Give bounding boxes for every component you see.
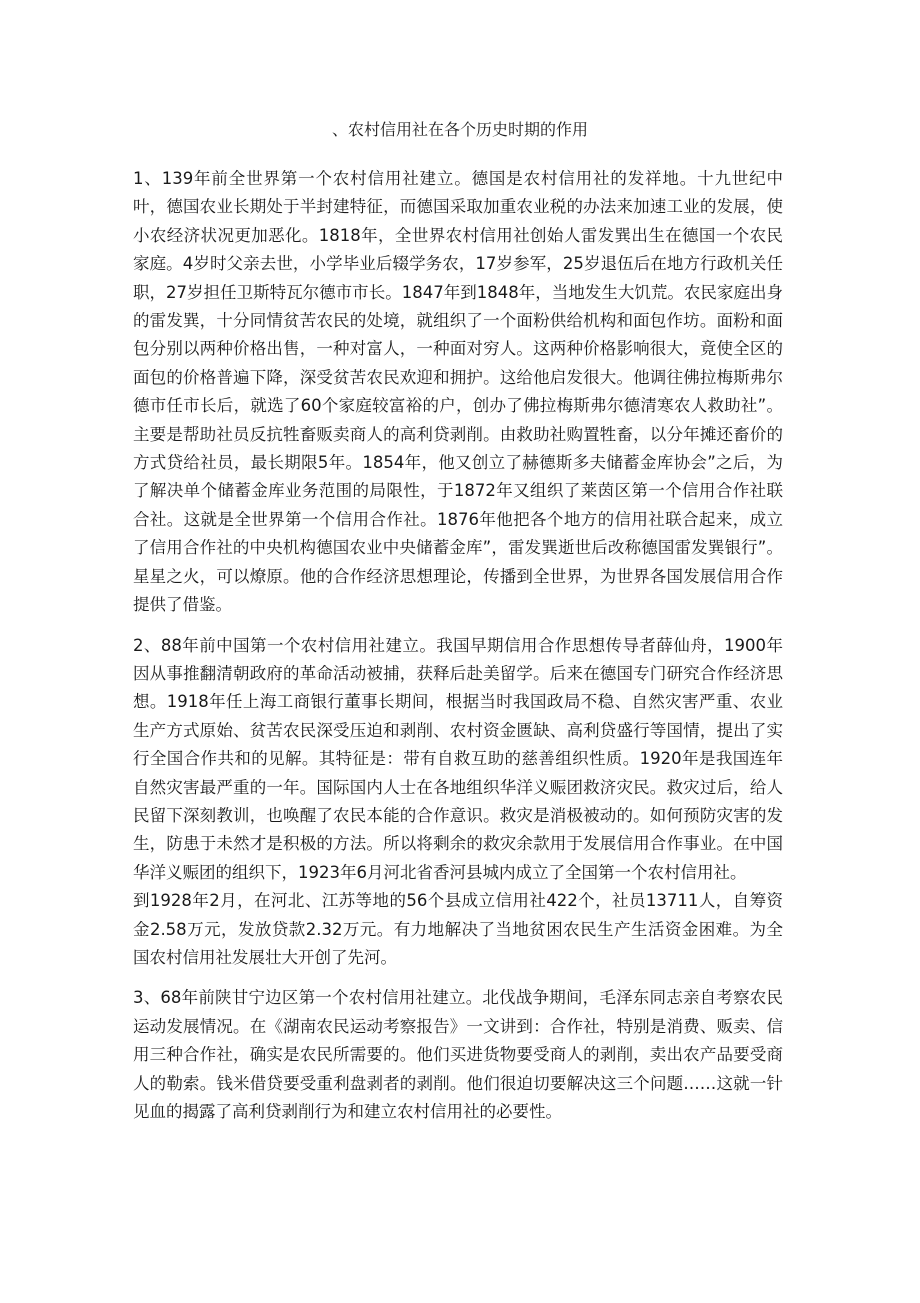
paragraph-shaanganning: 3、68年前陕甘宁边区第一个农村信用社建立。北伐战争期间，毛泽东同志亲自考察农民运动发展情况。在《湖南农民运动考察报告》一文讲到：合作社，特别是消费、贩卖、信用三种合作社，确实是农民所需要的。他们买进货物要受商人的剥削，卖出农产品要受商人的勒索。钱米借贷要受重利盘剥者的剥削。他们很迫切要解决这三个问题……这就一针见血的揭露了高利贷剥削行为和建立农村信用社的必要性。 [133,988,783,1121]
document-body [133,165,783,1138]
document-title: 、农村信用社在各个历史时期的作用 [331,120,588,139]
paragraph-germany: 1、139年前全世界第一个农村信用社建立。德国是农村信用社的发祥地。十九世纪中叶，德国农业长期处于半封建特征，而德国采取加重农业税的办法来加速工业的发展，使小农经济状况更加恶化。1818年，全世界农村信用社创始人雷发巽出生在德国一个农民家庭。4岁时父亲去世，小学毕业后辍学务农，17岁参军，25岁退伍后在地方行政机关任职，27岁担任卫斯特瓦尔德市市长。1847年到1848年，当地发生大饥荒。农民家庭出身的雷发巽，十分同情贫苦农民的处境，就组织了一个面粉供给机构和面包作坊。面粉和面包分别以两种价格出售，一种对富人，一种面对穷人。这两种价格影响很大，竟使全区的面包的价格普遍下降，深受贫苦农民欢迎和拥护。这给他启发很大。他调往佛拉梅斯弗尔德市任市长后，就选了60个家庭较富裕的户，创办了佛拉梅斯弗尔德清寒农人救助社”。主要是帮助社员反抗牲畜贩卖商人的高利贷剥削。由救助社购置牲畜，以分年摊还畜价的方式贷给社员，最长期限5年。1854年，他又创立了赫德斯多夫储蓄金库协会”之后，为了解决单个储蓄金库业务范围的局限性，于1872年又组织了莱茵区第一个信用合作社联合社。这就是全世界第一个信用合作社。1876年他把各个地方的信用社联合起来，成立了信用合作社的中央机构德国农业中央储蓄金库”，雷发巽逝世后改称德国雷发巽银行”。星星之火，可以燎原。他的合作经济思想理论，传播到全世界，为世界各国发展信用合作提供了借鉴。 [133,169,783,615]
paragraph-china-first: 2、88年前中国第一个农村信用社建立。我国早期信用合作思想传导者薛仙舟，1900年因从事推翻清朝政府的革命活动被捕，获释后赴美留学。后来在德国专门研究合作经济思想。1918年任上海工商银行董事长期间，根据当时我国政局不稳、自然灾害严重、农业生产方式原始、贫苦农民深受压迫和剥削、农村资金匮缺、高利贷盛行等国情，提出了实行全国合作共和的见解。其特征是：带有自救互助的慈善组织性质。1920年是我国连年自然灾害最严重的一年。国际国内人士在各地组织华洋义赈团救济灾民。救灾过后，给人民留下深刻教训，也唤醒了农民本能的合作意识。救灾是消极被动的。如何预防灾害的发生，防患于未然才是积极的方法。所以将剩余的救灾余款用于发展信用合作事业。在中国华洋义赈团的组织下，1923年6月河北省香河县城内成立了全国第一个农村信用社。 [133,635,783,882]
paragraph-china-1928: 到1928年2月，在河北、江苏等地的56个县成立信用社422个，社员13711人，自筹资金2.58万元，发放贷款2.32万元。有力地解决了当地贫困农民生产生活资金困难。为全国农村信用社发展壮大开创了先河。 [133,891,783,967]
